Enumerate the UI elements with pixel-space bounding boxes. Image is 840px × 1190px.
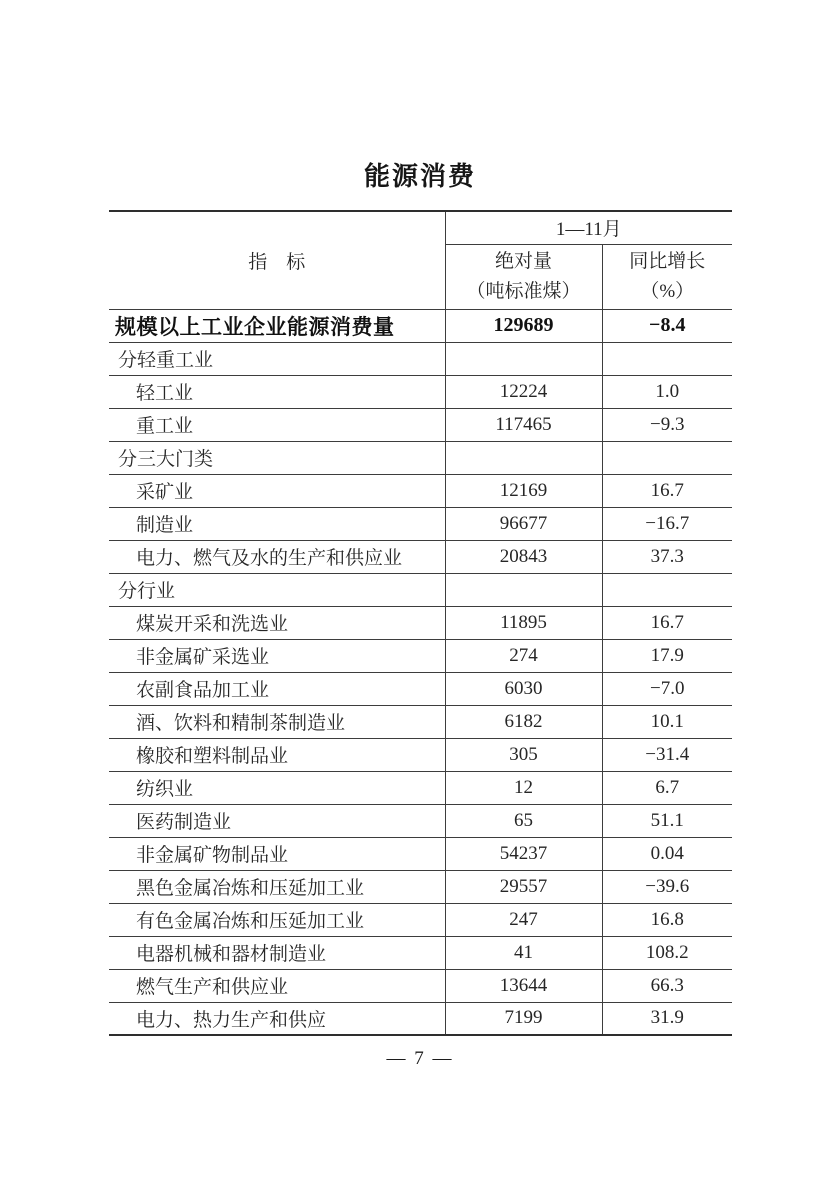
table-row <box>109 969 732 1002</box>
row-absolute-cell: 117465 <box>445 408 602 441</box>
row-growth-cell: 17.9 <box>602 639 732 672</box>
table-row <box>109 1002 732 1035</box>
row-absolute-cell: 305 <box>445 738 602 771</box>
table-row <box>109 771 732 804</box>
table-row <box>109 738 732 771</box>
row-absolute-cell: 274 <box>445 639 602 672</box>
table-row <box>109 342 732 375</box>
row-absolute-cell: 6182 <box>445 705 602 738</box>
row-label-cell: 燃气生产和供应业 <box>109 969 445 1002</box>
row-growth-cell: 1.0 <box>602 375 732 408</box>
row-label-cell: 分轻重工业 <box>109 342 445 375</box>
row-absolute-cell <box>445 342 602 375</box>
table-row <box>109 507 732 540</box>
table-row <box>109 936 732 969</box>
row-absolute-cell: 41 <box>445 936 602 969</box>
row-label-cell: 酒、饮料和精制茶制造业 <box>109 705 445 738</box>
table-row <box>109 540 732 573</box>
table-row <box>109 837 732 870</box>
row-absolute-cell: 12224 <box>445 375 602 408</box>
row-growth-cell: 108.2 <box>602 936 732 969</box>
row-growth-cell: 16.7 <box>602 474 732 507</box>
row-label-cell: 黑色金属冶炼和压延加工业 <box>109 870 445 903</box>
header-absolute-line1: 绝对量 <box>494 250 552 272</box>
row-label-cell: 制造业 <box>109 507 445 540</box>
row-growth-cell: 0.04 <box>602 837 732 870</box>
row-label-cell: 农副食品加工业 <box>109 672 445 705</box>
row-absolute-cell: 13644 <box>445 969 602 1002</box>
header-absolute <box>445 244 602 309</box>
row-absolute-cell: 12 <box>445 771 602 804</box>
header-growth-line1: 同比增长 <box>629 250 706 272</box>
row-growth-cell: −31.4 <box>602 738 732 771</box>
table-row <box>109 903 732 936</box>
table-row <box>109 870 732 903</box>
row-growth-cell: 51.1 <box>602 804 732 837</box>
row-growth-cell <box>602 342 732 375</box>
table-header <box>109 211 732 309</box>
header-row-period <box>109 211 732 244</box>
row-absolute-cell: 7199 <box>445 1002 602 1035</box>
row-growth-cell: −9.3 <box>602 408 732 441</box>
row-label-cell: 非金属矿采选业 <box>109 639 445 672</box>
header-indicator: 指 标 <box>109 211 445 309</box>
row-absolute-cell: 20843 <box>445 540 602 573</box>
row-absolute-cell: 54237 <box>445 837 602 870</box>
row-label-cell: 橡胶和塑料制品业 <box>109 738 445 771</box>
table-container <box>109 210 732 1036</box>
row-growth-cell: 66.3 <box>602 969 732 1002</box>
row-growth-cell: 31.9 <box>602 1002 732 1035</box>
row-label-cell: 有色金属冶炼和压延加工业 <box>109 903 445 936</box>
row-absolute-cell <box>445 573 602 606</box>
row-absolute-cell: 6030 <box>445 672 602 705</box>
row-absolute-cell: 129689 <box>445 309 602 342</box>
row-growth-cell: 10.1 <box>602 705 732 738</box>
row-label-cell: 煤炭开采和洗选业 <box>109 606 445 639</box>
table-row <box>109 441 732 474</box>
table-row <box>109 705 732 738</box>
row-label-cell: 轻工业 <box>109 375 445 408</box>
table-row <box>109 474 732 507</box>
table-row <box>109 639 732 672</box>
table-row <box>109 375 732 408</box>
row-absolute-cell: 96677 <box>445 507 602 540</box>
row-label-cell: 电力、燃气及水的生产和供应业 <box>109 540 445 573</box>
header-period: 1—11月 <box>445 211 732 244</box>
row-label-cell: 采矿业 <box>109 474 445 507</box>
row-growth-cell: −8.4 <box>602 309 732 342</box>
row-growth-cell: −16.7 <box>602 507 732 540</box>
table-row <box>109 573 732 606</box>
header-growth-line2: （%） <box>640 280 695 302</box>
row-growth-cell <box>602 441 732 474</box>
page-title: 能源消费 <box>363 161 476 191</box>
row-label-cell: 纺织业 <box>109 771 445 804</box>
row-label-cell: 分行业 <box>109 573 445 606</box>
row-growth-cell: 16.8 <box>602 903 732 936</box>
row-label-cell: 分三大门类 <box>109 441 445 474</box>
row-label-cell: 医药制造业 <box>109 804 445 837</box>
row-growth-cell: 16.7 <box>602 606 732 639</box>
row-absolute-cell: 12169 <box>445 474 602 507</box>
row-label-cell: 电器机械和器材制造业 <box>109 936 445 969</box>
row-label-cell: 电力、热力生产和供应 <box>109 1002 445 1035</box>
energy-consumption-table <box>109 210 732 1036</box>
table-row <box>109 672 732 705</box>
row-absolute-cell: 29557 <box>445 870 602 903</box>
row-absolute-cell: 11895 <box>445 606 602 639</box>
row-growth-cell <box>602 573 732 606</box>
row-growth-cell: 37.3 <box>602 540 732 573</box>
table-row <box>109 606 732 639</box>
table-row <box>109 309 732 342</box>
header-growth <box>602 244 732 309</box>
row-growth-cell: −7.0 <box>602 672 732 705</box>
row-label-cell: 重工业 <box>109 408 445 441</box>
row-absolute-cell: 247 <box>445 903 602 936</box>
page-number: — 7 — <box>386 1048 454 1069</box>
row-label-cell: 非金属矿物制品业 <box>109 837 445 870</box>
row-growth-cell: 6.7 <box>602 771 732 804</box>
header-absolute-line2: （吨标准煤） <box>466 280 581 302</box>
row-label-cell: 规模以上工业企业能源消费量 <box>109 309 445 342</box>
row-growth-cell: −39.6 <box>602 870 732 903</box>
table-row <box>109 804 732 837</box>
table-row <box>109 408 732 441</box>
row-absolute-cell: 65 <box>445 804 602 837</box>
row-absolute-cell <box>445 441 602 474</box>
table-body <box>109 309 732 1035</box>
